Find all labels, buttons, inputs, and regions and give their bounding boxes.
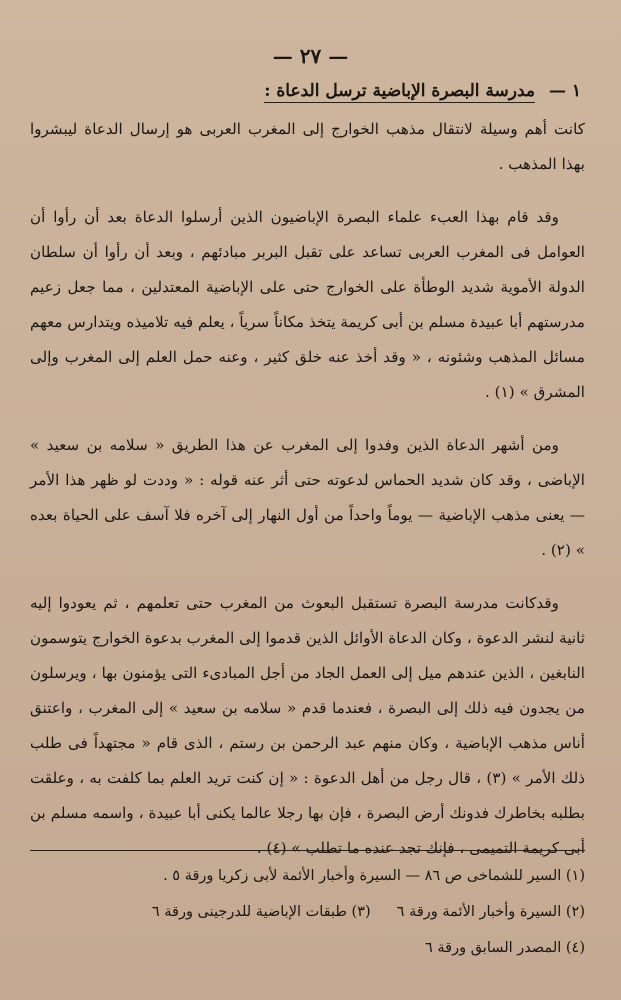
footnote: (٣) طبقات الإباضية للدرجينى ورقة ٦ — [151, 904, 371, 920]
section-title: مدرسة البصرة الإباضية ترسل الدعاة : — [264, 81, 536, 101]
footnote: (١) السير للشماخى ص ٨٦ — السيرة وأخبار الأئمة لأبى زكريا ورقة ٥ . — [163, 868, 585, 884]
paragraph: ومن أشهر الدعاة الذين وفدوا إلى المغرب عن هذا الطريق « سلامه بن سعيد » الإباضى ، وقد كان شديد الحماس لدعوته حتى أثر عنه قوله : « وددت لو ظهر هذا الأمر — يعنى مذهب الإباضية — يوماً واحداً من أول النهار إلى آخره فلا آسف على الحياة بعده » (٢) . — [30, 436, 585, 559]
footnote-row — [30, 858, 585, 894]
footnote-row — [30, 894, 585, 930]
paragraph: وقدكانت مدرسة البصرة تستقبل البعوث من المغرب حتى تعلمهم ، ثم يعودوا إليه ثانية لنشر الدعوة ، وكان الدعاة الأوائل الذين قدموا إلى المغرب بدعوة الخوارج يتوسمون النابغين ، الذين عندهم ميل إلى العمل الجاد من أجل المبادىء التى يؤمنون بها ، ويرسلون من يجدون فيه ذلك إلى البصرة ، فعندما قدم « سلامه بن سعيد » إلى المغرب ، واعتنق أناس مذهب الإباضية ، وكان منهم عبد الرحمن بن رستم ، الذى قام « مجتهداً فى طلب ذلك الأمر » (٣) ، قال رجل من أهل الدعوة : « إن كنت تريد العلم بما كلفت به ، وعلقت بطلبه بخاطرك فدونك أرض البصرة ، فإن بها رجلا عالما يكنى أبا عبيدة ، واسمه مسلم بن أبى كريمة التميمى ، فإنك تجد عنده ما تطلب » (٤) . — [30, 594, 585, 857]
footnotes — [30, 858, 585, 966]
footnote: (٤) المصدر السابق ورقة ٦ — [424, 940, 585, 956]
page-number: — ٢٧ — — [272, 44, 349, 68]
body-text — [30, 112, 585, 866]
footnote-divider — [30, 850, 585, 851]
section-number: ١ — — [548, 81, 581, 101]
footnote: (٢) السيرة وأخبار الأئمة ورقة ٦ — [396, 904, 585, 920]
paragraph: كانت أهم وسيلة لانتقال مذهب الخوارج إلى المغرب العربى هو إرسال الدعاة ليبشروا بهذا المذهب . — [30, 120, 585, 173]
paragraph: وقد قام بهذا العبء علماء البصرة الإباضيون الذين أرسلوا الدعاة بعد أن رأوا أن العوامل فى المغرب العربى تساعد على تقبل البربر مبادئهم ، وبعد أن رأوا أن سلطان الدولة الأموية شديد الوطأة على الخوارج حتى على الإباضية المعتدلين ، مما جعل زعيم مدرستهم أبا عبيدة مسلم بن أبى كريمة يتخذ مكاناً سرياً ، يعلم فيه تلاميذه ويتدارس معهم مسائل المذهب وشئونه ، « وقد أخذ عنه خلق كثير ، وعنه حمل العلم إلى المغرب وإلى المشرق » (١) . — [30, 208, 585, 401]
footnote-row — [30, 930, 585, 966]
section-heading — [40, 78, 581, 104]
